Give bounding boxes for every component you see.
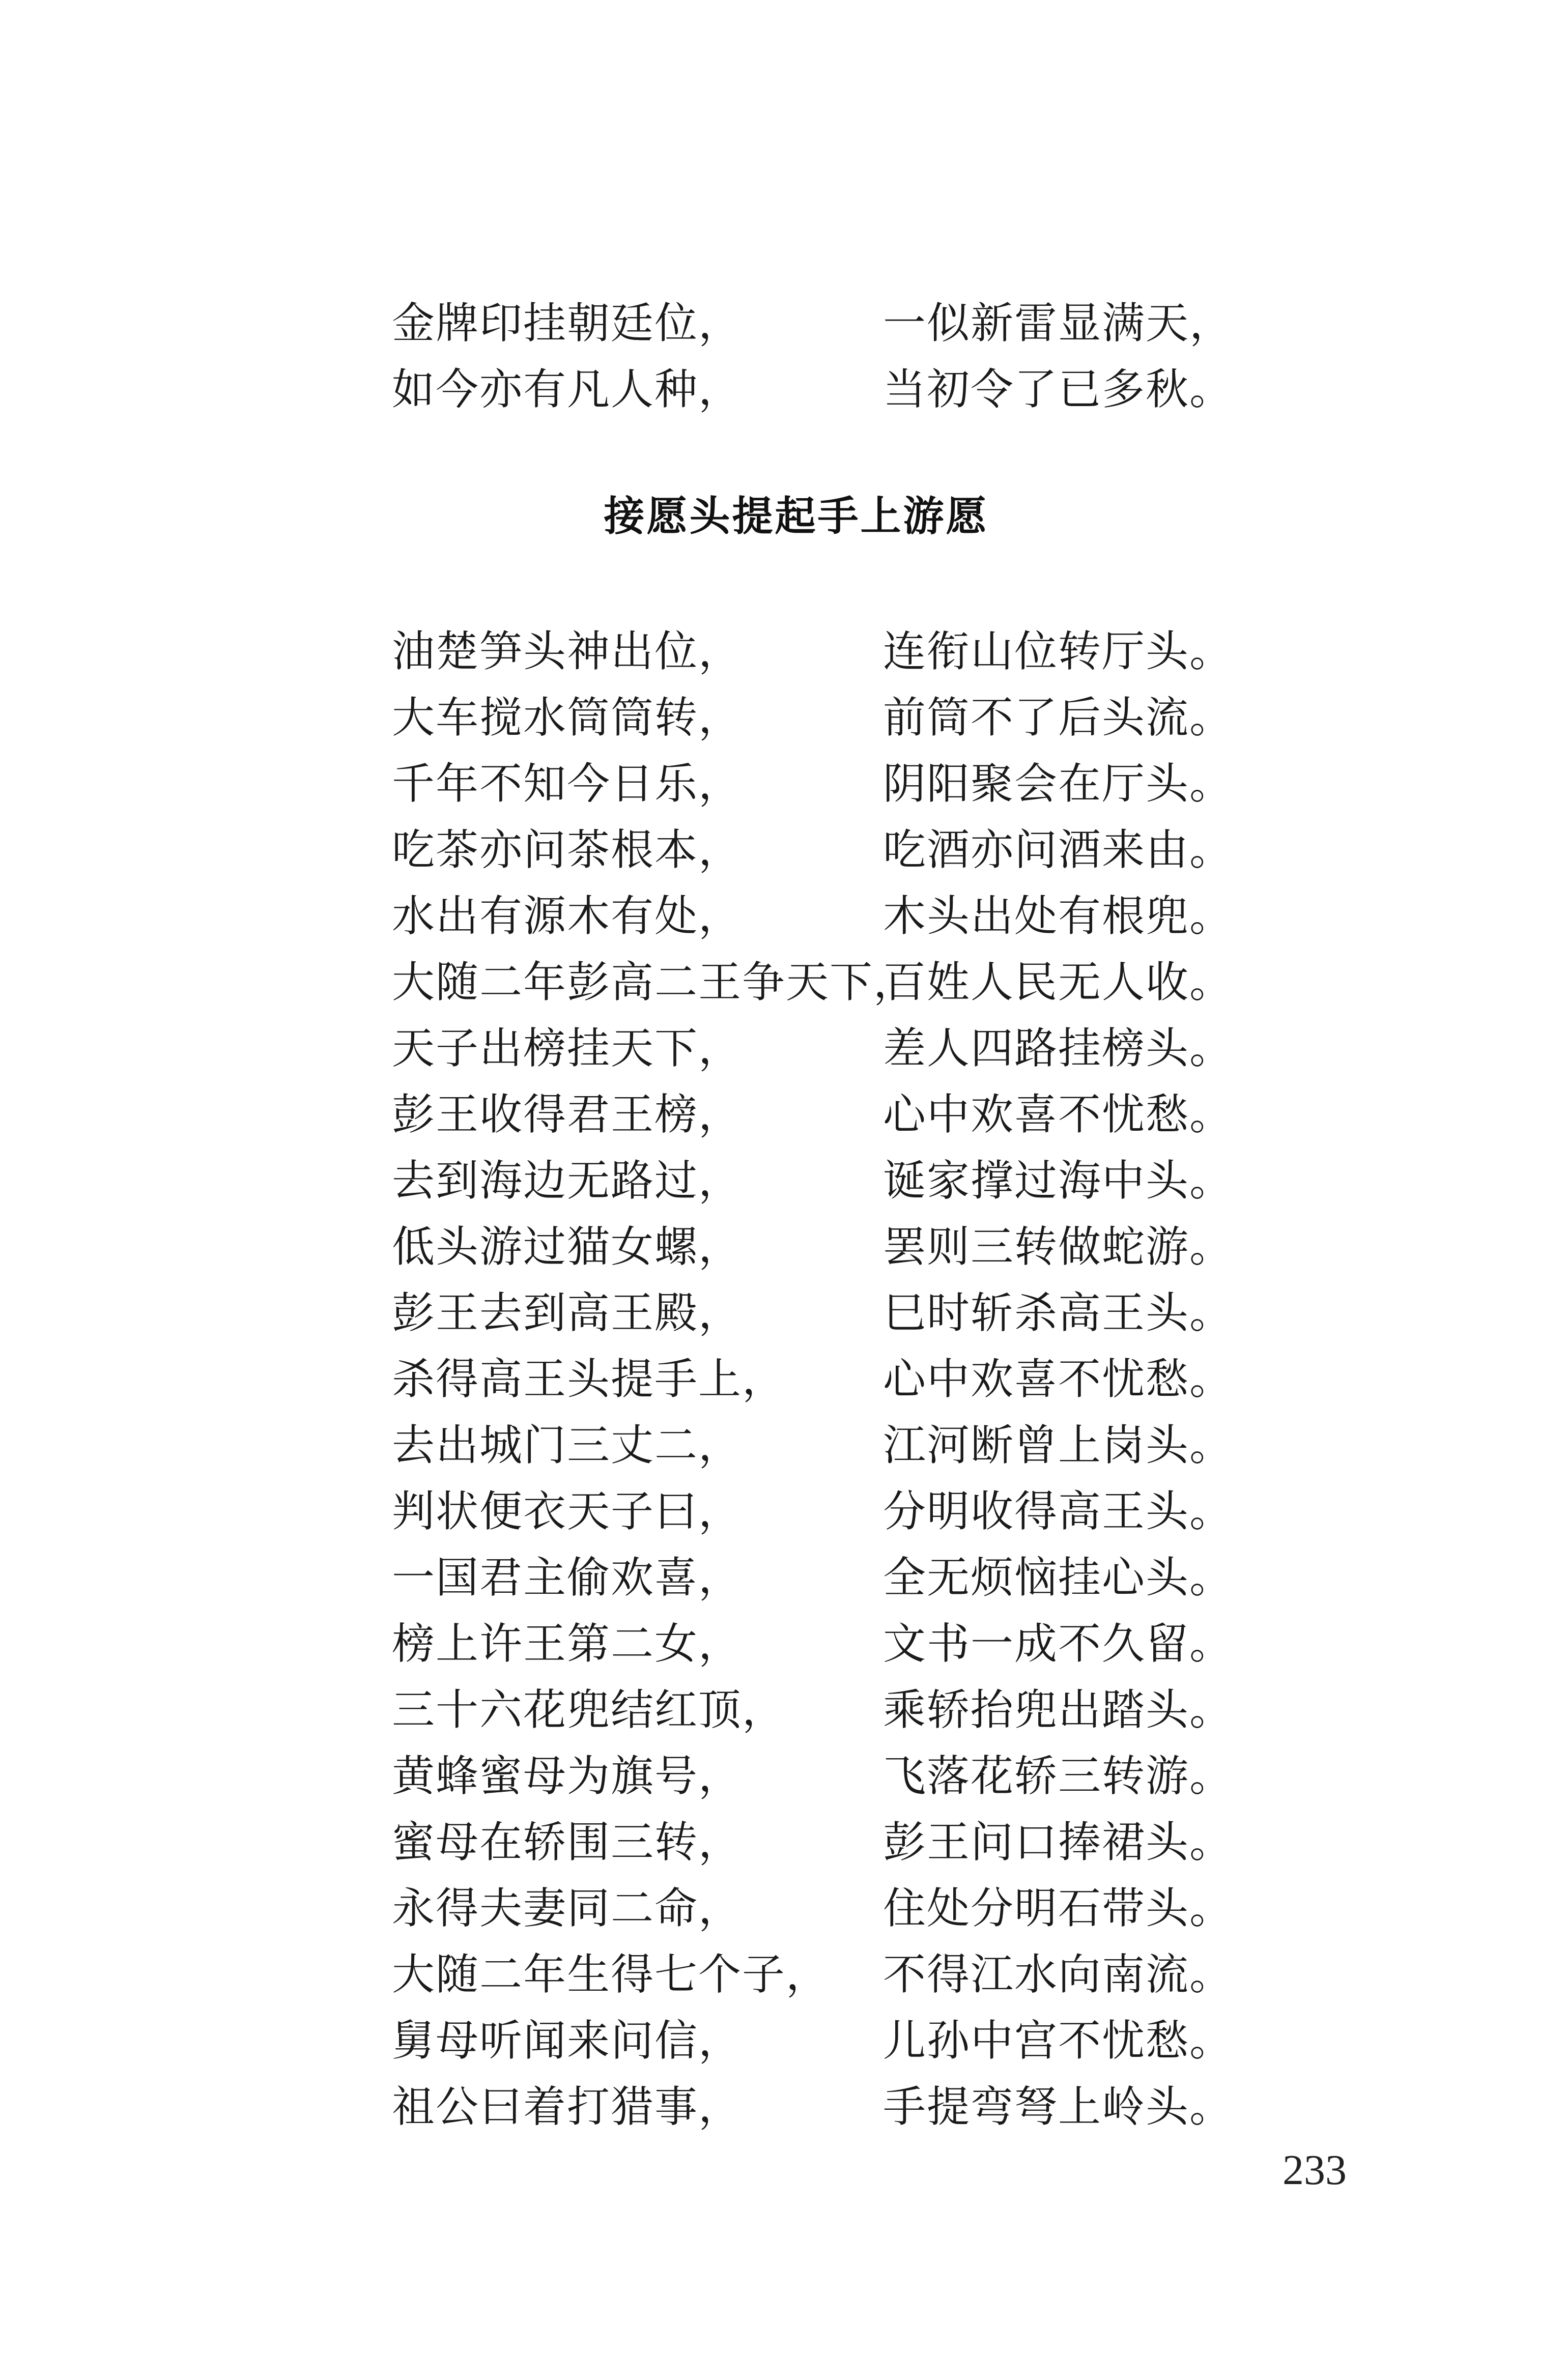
verse-right: 木头出处有根兜。 xyxy=(883,891,1234,941)
verse-left: 水出有源木有处， xyxy=(392,891,743,941)
verse-line xyxy=(0,356,1567,422)
verse-line xyxy=(0,2008,1567,2074)
verse-line xyxy=(0,1214,1567,1280)
verse-line xyxy=(0,817,1567,883)
verse-right: 儿孙中宫不忧愁。 xyxy=(883,2016,1234,2066)
verse-left: 黄蜂蜜母为旗号， xyxy=(392,1751,743,1801)
verse-line xyxy=(0,1875,1567,1941)
verse-left: 彭王收得君王榜， xyxy=(392,1089,743,1139)
verse-left: 永得夫妻同二命， xyxy=(392,1883,743,1933)
verse-right: 百姓人民无人收。 xyxy=(883,957,1234,1007)
verse-left: 判状便衣天子曰， xyxy=(392,1486,743,1536)
verse-line xyxy=(0,1015,1567,1081)
verse-right: 手提弯弩上岭头。 xyxy=(883,2082,1234,2132)
verse-left: 如今亦有凡人种， xyxy=(392,364,743,414)
verse-right: 前筒不了后头流。 xyxy=(883,693,1234,742)
verse-line xyxy=(0,290,1567,356)
verse-line xyxy=(0,1941,1567,2008)
verse-right: 差人四路挂榜头。 xyxy=(883,1023,1234,1073)
verse-line xyxy=(0,1611,1567,1677)
verse-left: 蜜母在轿围三转， xyxy=(392,1817,743,1867)
verse-left: 大随二年彭高二王争天下， xyxy=(392,957,918,1007)
verse-left: 彭王去到高王殿， xyxy=(392,1288,743,1338)
verse-right: 全无烦恼挂心头。 xyxy=(883,1553,1234,1602)
verse-right: 乘轿抬兜出踏头。 xyxy=(883,1685,1234,1735)
verse-line xyxy=(0,1412,1567,1478)
verse-left: 舅母听闻来问信， xyxy=(392,2016,743,2066)
verse-right: 住处分明石带头。 xyxy=(883,1883,1234,1933)
verse-left: 吃茶亦问茶根本， xyxy=(392,825,743,875)
verse-right: 文书一成不久留。 xyxy=(883,1619,1234,1669)
verse-line xyxy=(0,1346,1567,1412)
verse-left: 大车搅水筒筒转， xyxy=(392,693,743,742)
verse-right: 诞家撑过海中头。 xyxy=(883,1156,1234,1206)
verse-line xyxy=(0,751,1567,817)
verse-right: 罢则三转做蛇游。 xyxy=(883,1222,1234,1272)
verse-left: 低头游过猫女螺， xyxy=(392,1222,743,1272)
verse-line xyxy=(0,883,1567,949)
verse-line xyxy=(0,1478,1567,1544)
verse-line xyxy=(0,618,1567,684)
verse-line xyxy=(0,1677,1567,1743)
verse-left: 杀得高王头提手上， xyxy=(392,1354,786,1404)
verse-left: 三十六花兜结红顶， xyxy=(392,1685,786,1735)
verse-left: 油楚笋头神出位， xyxy=(392,626,743,676)
verse-right: 彭王问口捧裙头。 xyxy=(883,1817,1234,1867)
verse-right: 连衔山位转厅头。 xyxy=(883,626,1234,676)
verse-left: 榜上许王第二女， xyxy=(392,1619,743,1669)
verse-line xyxy=(0,1081,1567,1148)
verse-right: 巳时斩杀高王头。 xyxy=(883,1288,1234,1338)
verse-line xyxy=(0,1148,1567,1214)
verse-right: 当初令了已多秋。 xyxy=(883,364,1234,414)
verse-left: 千年不知今日乐， xyxy=(392,759,743,809)
verse-right: 吃酒亦问酒来由。 xyxy=(883,825,1234,875)
verse-left: 去到海边无路过， xyxy=(392,1156,743,1206)
verse-line xyxy=(0,1544,1567,1611)
verse-left: 祖公曰着打猎事， xyxy=(392,2082,743,2132)
verse-right: 心中欢喜不忧愁。 xyxy=(883,1089,1234,1139)
verse-right: 分明收得高王头。 xyxy=(883,1486,1234,1536)
verse-left: 大随二年生得七个子， xyxy=(392,1949,830,1999)
verse-right: 江河断曾上岗头。 xyxy=(883,1420,1234,1470)
page-number: 233 xyxy=(1283,2146,1347,2194)
verse-right: 一似新雷显满天， xyxy=(883,298,1234,348)
verse-left: 一国君主偷欢喜， xyxy=(392,1553,743,1602)
verse-right: 不得江水向南流。 xyxy=(883,1949,1234,1999)
verse-line xyxy=(0,684,1567,751)
verse-line xyxy=(0,1809,1567,1875)
verse-left: 去出城门三丈二， xyxy=(392,1420,743,1470)
verse-line xyxy=(0,1743,1567,1809)
section-title: 接愿头提起手上游愿 xyxy=(604,493,989,540)
verse-left: 金牌印挂朝廷位， xyxy=(392,298,743,348)
verse-right: 飞落花轿三转游。 xyxy=(883,1751,1234,1801)
verse-left: 天子出榜挂天下， xyxy=(392,1023,743,1073)
verse-line xyxy=(0,949,1567,1015)
verse-right: 心中欢喜不忧愁。 xyxy=(883,1354,1234,1404)
verse-line xyxy=(0,1280,1567,1346)
verse-line xyxy=(0,2074,1567,2140)
verse-right: 阴阳聚会在厅头。 xyxy=(883,759,1234,809)
